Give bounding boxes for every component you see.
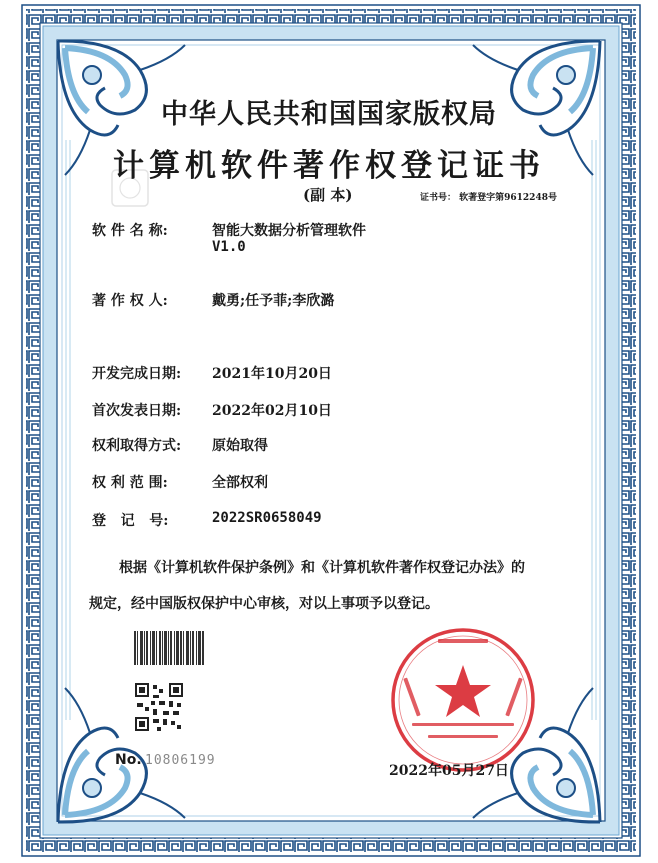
copyright-holder-value: 戴勇;任予菲;李欣潞: [212, 293, 335, 309]
authority-title: 中华人民共和国国家版权局: [161, 99, 497, 130]
qr-code: [135, 683, 183, 731]
statement-line-2: 规定，经中国版权保护中心审核，对以上事项予以登记。: [89, 596, 439, 612]
publish-date-label: 首次发表日期:: [92, 403, 182, 419]
software-version-value: V1.0: [212, 239, 246, 255]
serial-number-label: No.: [115, 752, 142, 768]
issue-date: 2022年05月27日: [389, 763, 509, 779]
rights-scope-value: 全部权利: [212, 475, 268, 491]
completion-date-label: 开发完成日期:: [92, 366, 182, 382]
official-seal: [388, 625, 538, 775]
software-name-label: 软 件 名 称:: [92, 223, 168, 239]
rights-scope-label: 权 利 范 围:: [92, 475, 168, 491]
certificate-title: 计算机软件著作权登记证书: [113, 148, 545, 184]
copy-label: (副 本): [303, 186, 353, 204]
statement-line-1: 根据《计算机软件保护条例》和《计算机软件著作权登记办法》的: [119, 560, 525, 576]
registration-number-value: 2022SR0658049: [212, 510, 322, 526]
registration-number-label: 登 记 号:: [92, 513, 169, 529]
software-name-value: 智能大数据分析管理软件: [212, 223, 366, 239]
completion-date-value: 2021年10月20日: [212, 366, 332, 382]
acquisition-method-value: 原始取得: [212, 438, 268, 454]
publish-date-value: 2022年02月10日: [212, 403, 332, 419]
copyright-holder-label: 著 作 权 人:: [92, 293, 168, 309]
certificate-number: 证书号： 软著登字第9612248号: [420, 193, 557, 203]
barcode: [134, 631, 204, 665]
serial-number-value: 10806199: [145, 753, 216, 768]
acquisition-method-label: 权利取得方式:: [92, 438, 182, 454]
